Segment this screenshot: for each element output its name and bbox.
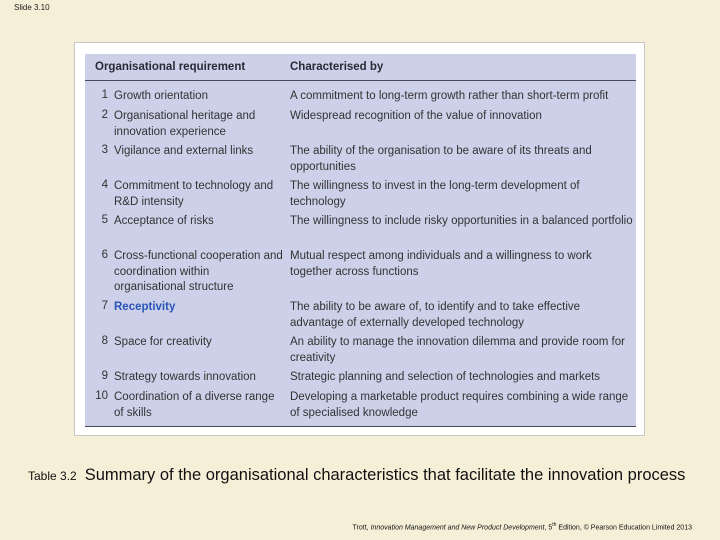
row-characterised-by: The willingness to invest in the long-term development of technology xyxy=(290,180,580,208)
row-characterised-by: An ability to manage the innovation dilemma and provide room for creativity xyxy=(290,336,625,364)
characteristics-table xyxy=(85,54,636,427)
caption-label: Table 3.2 xyxy=(28,469,77,483)
row-number: 9 xyxy=(101,370,108,382)
row-requirement: Space for creativity xyxy=(114,336,212,348)
row-characterised-by: The ability of the organisation to be aware of its threats and opportunities xyxy=(290,145,592,173)
caption-text: Summary of the organisational characteristics that facilitate the innovation process xyxy=(84,466,686,484)
table-bottom-rule xyxy=(85,426,636,427)
table-image-frame xyxy=(74,42,645,436)
row-number: 5 xyxy=(101,214,108,226)
row-requirement: Growth orientation xyxy=(114,90,208,102)
row-characterised-by: Widespread recognition of the value of innovation xyxy=(290,110,542,122)
row-number: 3 xyxy=(101,144,108,156)
copyright-footer xyxy=(353,522,692,531)
footer-author: Trott, xyxy=(352,524,369,532)
table-header xyxy=(85,54,636,81)
table-caption xyxy=(28,464,698,487)
row-requirement: Cross-functional cooperation and coordination within organisational structure xyxy=(114,250,283,293)
row-number: 4 xyxy=(101,179,108,191)
row-requirement-highlighted: Receptivity xyxy=(114,301,176,313)
row-number: 8 xyxy=(101,335,108,347)
row-number: 7 xyxy=(101,300,108,312)
header-characterised-by: Characterised by xyxy=(290,61,384,73)
row-requirement: Commitment to technology and R&D intensity xyxy=(114,180,274,208)
footer-rest: Edition, © Pearson Education Limited 2013 xyxy=(556,524,692,532)
row-characterised-by: A commitment to long-term growth rather than short-term profit xyxy=(290,90,609,102)
row-number: 10 xyxy=(95,390,108,402)
footer-edition-sup: th xyxy=(552,522,557,528)
row-number: 1 xyxy=(101,89,108,101)
header-requirement: Organisational requirement xyxy=(95,61,246,73)
slide-number: Slide 3.10 xyxy=(14,3,50,12)
footer-book-title: Innovation Management and New Product Development xyxy=(370,524,545,532)
row-requirement: Strategy towards innovation xyxy=(114,371,256,383)
row-requirement: Acceptance of risks xyxy=(114,215,214,227)
row-requirement: Organisational heritage and innovation experience xyxy=(114,110,256,138)
row-requirement: Vigilance and external links xyxy=(114,145,254,157)
row-characterised-by: Mutual respect among individuals and a willingness to work together across functions xyxy=(290,250,592,278)
row-number: 6 xyxy=(101,249,108,261)
row-characterised-by: The ability to be aware of, to identify and to take effective advantage of externally developed technology xyxy=(290,301,581,329)
footer-edition: , 5 xyxy=(544,524,553,532)
row-characterised-by: The willingness to include risky opportunities in a balanced portfolio xyxy=(290,215,633,227)
row-requirement: Coordination of a diverse range of skills xyxy=(114,391,275,419)
row-number: 2 xyxy=(101,109,108,121)
row-characterised-by: Strategic planning and selection of technologies and markets xyxy=(290,371,601,383)
row-characterised-by: Developing a marketable product requires combining a wide range of specialised knowledge xyxy=(290,391,629,419)
